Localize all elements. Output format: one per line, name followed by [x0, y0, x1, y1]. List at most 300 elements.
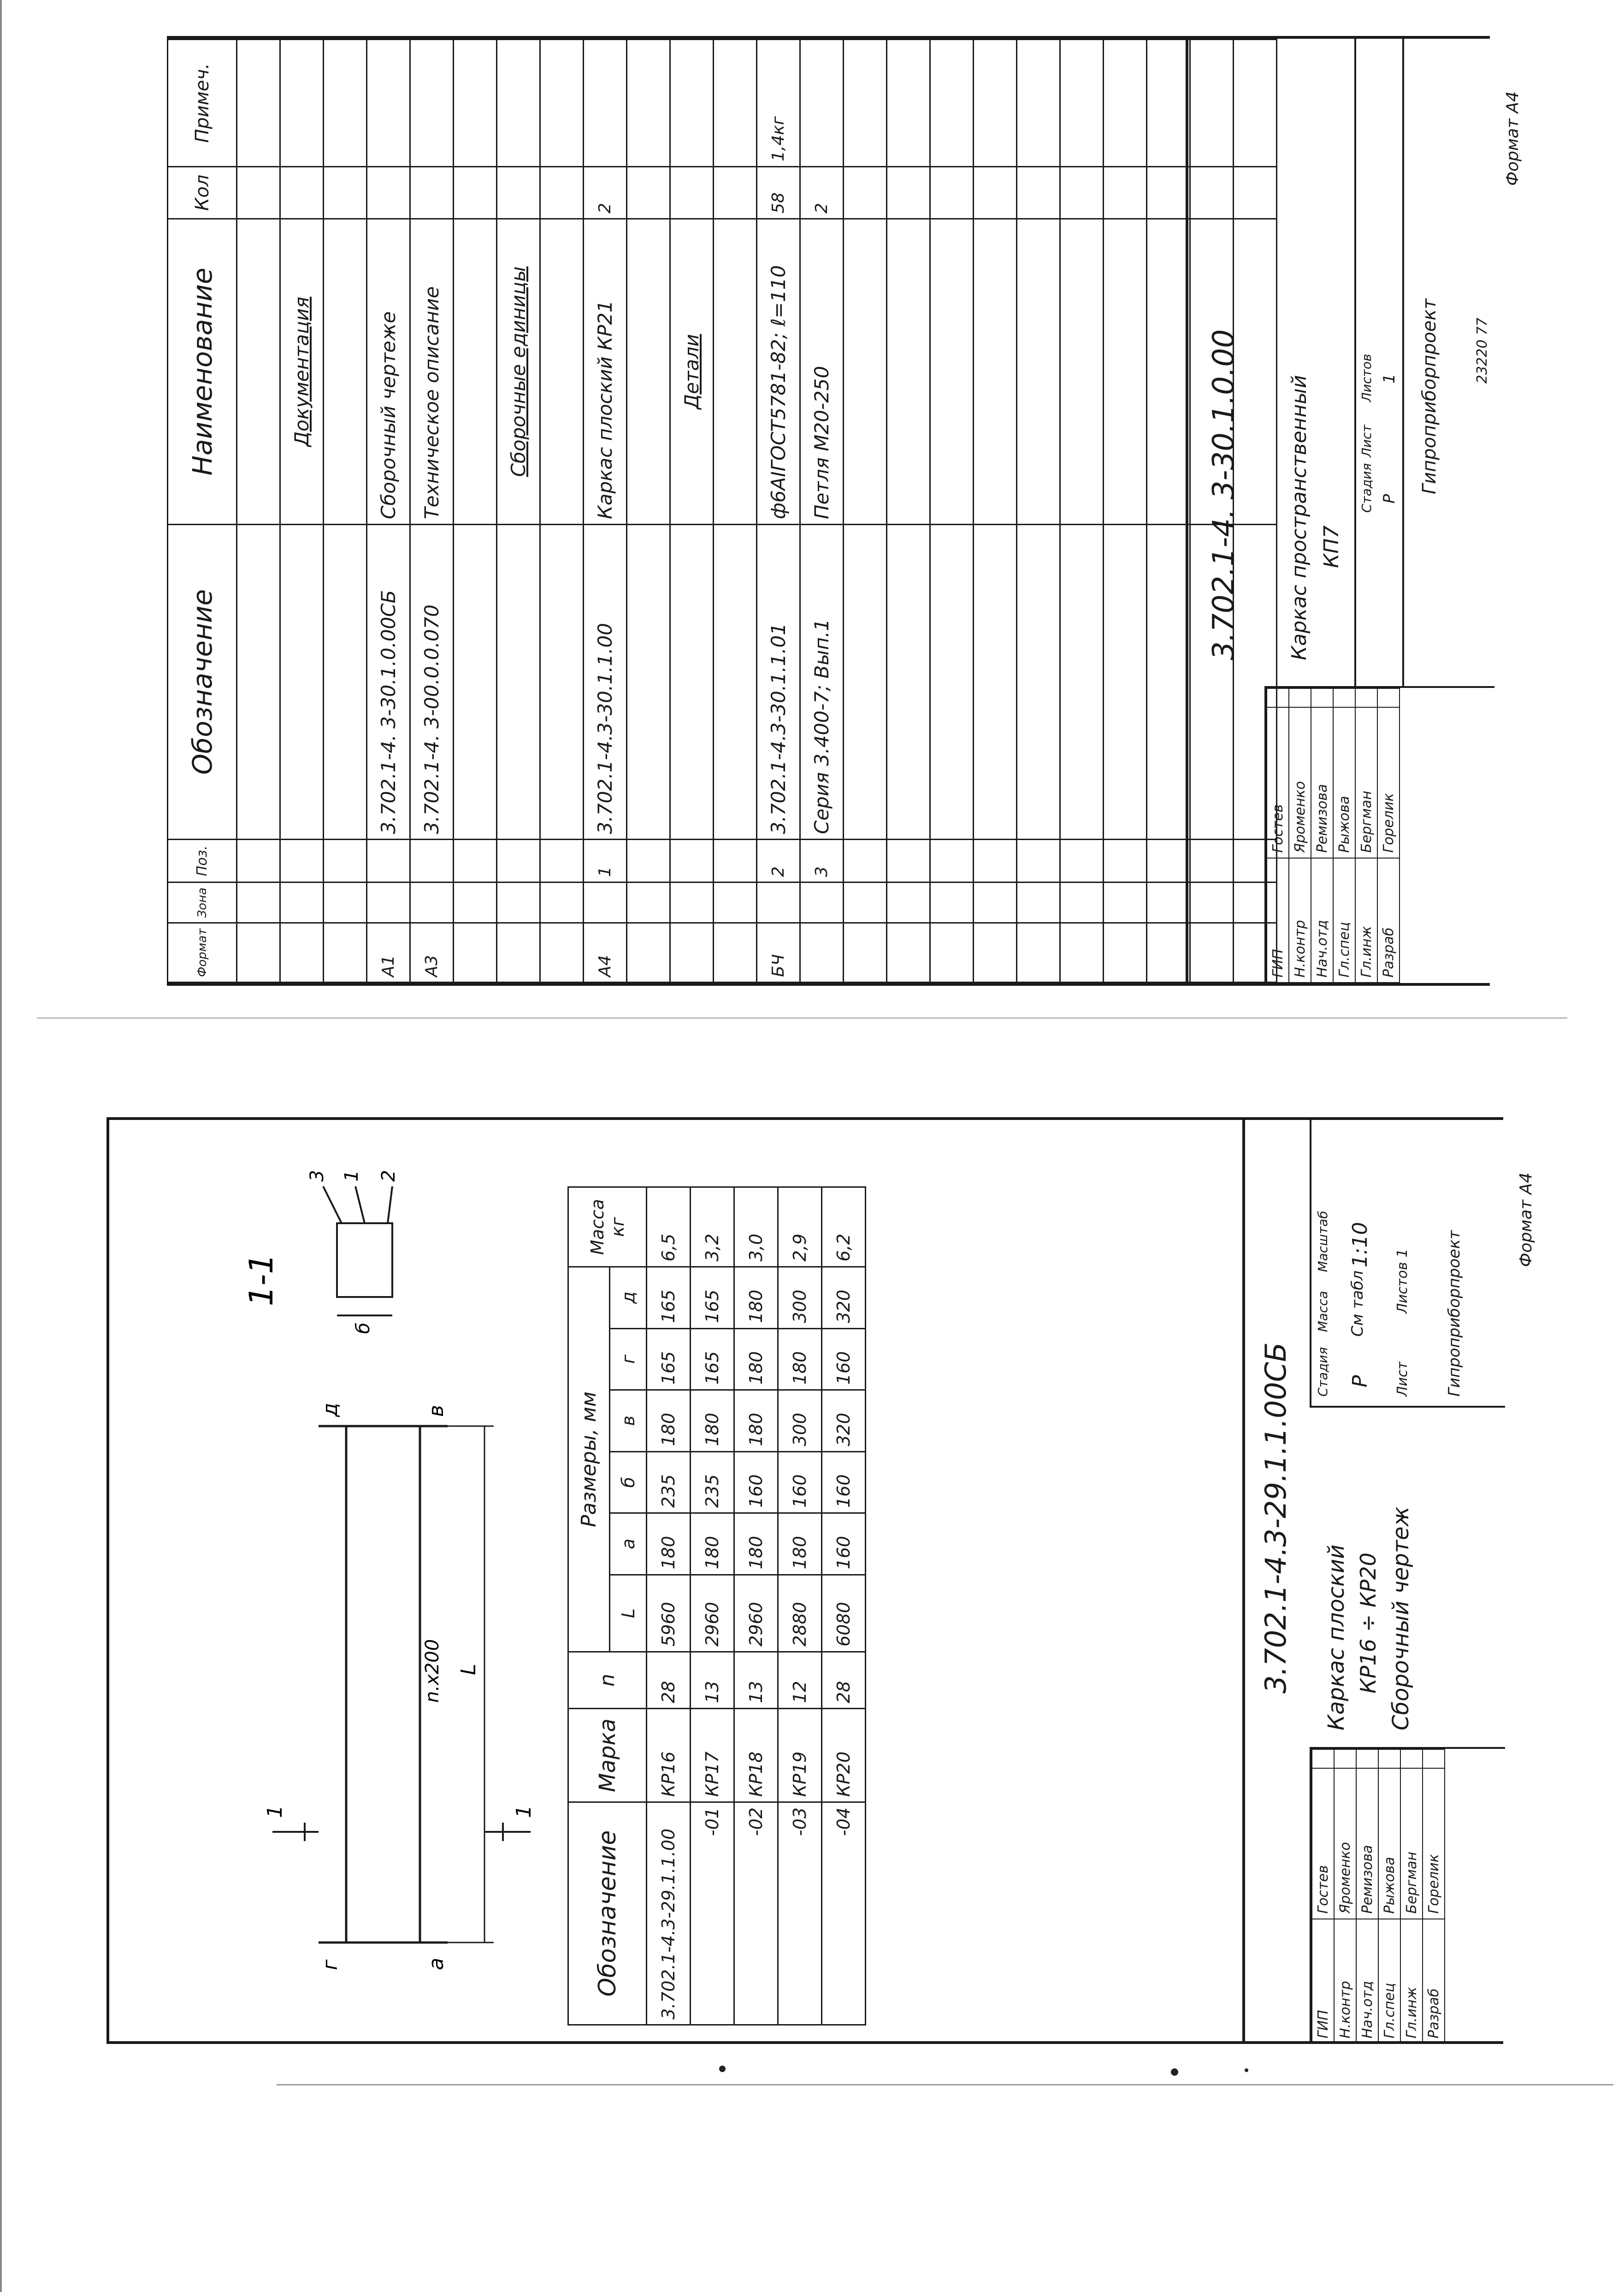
signature-role: Гл.инж [1400, 1919, 1423, 2043]
spec-cell-zone [844, 882, 887, 923]
dim-cell-d: 320 [822, 1267, 866, 1329]
signature-row [1267, 688, 1289, 983]
col-designation: Обозначение [168, 524, 237, 839]
dim-cell-a: 180 [691, 1513, 734, 1575]
spec-cell-designation [930, 524, 974, 839]
spec-cell-qty [1104, 166, 1147, 219]
signature-row [1423, 1749, 1445, 2043]
dim-cell-L: 6080 [822, 1575, 866, 1652]
spec-cell-pos [930, 839, 974, 882]
spec-cell-name [627, 219, 670, 524]
dim-row [822, 1187, 866, 2025]
dim-cell-L: 2880 [778, 1575, 822, 1652]
spec-cell-note [800, 40, 844, 167]
drawing-stage-label: Стадия [1315, 1347, 1330, 1397]
signature-blank [1311, 688, 1333, 707]
drawing-mass-label: Масса [1315, 1291, 1330, 1332]
spec-sheets-value: 1 [1380, 373, 1399, 384]
signature-role: Гл.спец [1378, 1919, 1400, 2043]
signature-name: Горелик [1423, 1768, 1445, 1919]
spec-cell-pos [367, 839, 410, 882]
spec-cell-note [844, 40, 887, 167]
dim-L: L [457, 1664, 480, 1675]
signature-name: Гостев [1312, 1768, 1334, 1919]
spec-cell-pos [887, 839, 930, 882]
spec-row [454, 40, 497, 983]
dim-cell-b: 235 [691, 1451, 734, 1513]
dim-cell-mass: 6,2 [822, 1187, 866, 1267]
signature-blank [1378, 1749, 1400, 1768]
spec-cell-pos [237, 839, 280, 882]
signature-name: Рыжова [1333, 707, 1355, 858]
drawing-stage-value: Р [1348, 1375, 1372, 1387]
dim-cell-mark: КР19 [778, 1709, 822, 1802]
signature-name: Ремизова [1311, 707, 1333, 858]
spec-cell-designation [1017, 524, 1060, 839]
dim-cell-designation: -02 [734, 1802, 778, 2025]
dim-cell-mark: КР17 [691, 1709, 734, 1802]
spec-cell-qty [670, 166, 714, 219]
spec-title-code: 3.702.1-4. 3-30.1.0.00 [1207, 329, 1241, 660]
spec-cell-zone [757, 882, 800, 923]
dim-g: г [319, 1959, 342, 1970]
dim-cell-n: 13 [691, 1652, 734, 1709]
spec-cell-designation [887, 524, 930, 839]
dim-col-n: n [568, 1652, 647, 1709]
drawing-title-line2: КР16 ÷ КР20 [1356, 1552, 1381, 1694]
dim-cell-g: 180 [778, 1328, 822, 1390]
signature-row [1334, 1749, 1356, 2043]
spec-row [1147, 40, 1190, 983]
spec-cell-name [974, 219, 1017, 524]
spec-row [1104, 40, 1147, 983]
spec-cell-format [974, 923, 1017, 983]
spec-cell-qty [1060, 166, 1104, 219]
drawing-title-line3: Сборочный чертеж [1388, 1506, 1414, 1730]
spec-cell-designation: 3.702.1-4. 3-00.0.0.070 [410, 524, 454, 839]
spec-cell-qty [454, 166, 497, 219]
spec-cell-note [280, 40, 324, 167]
signature-blank [1400, 1749, 1423, 1768]
signature-row [1400, 1749, 1423, 2043]
signature-row [1356, 1749, 1378, 2043]
dim-cell-L: 5960 [647, 1575, 691, 1652]
spec-cell-qty [367, 166, 410, 219]
cut-label-bottom: 1 [512, 1805, 536, 1818]
spec-cell-note [1060, 40, 1104, 167]
dim-subcol: в [610, 1390, 647, 1452]
callout-3: 3 [307, 1170, 328, 1182]
dim-col-mass [568, 1187, 647, 1267]
spec-cell-note [1017, 40, 1060, 167]
signature-role: Гл.инж [1355, 858, 1377, 983]
dim-cell-d: 180 [734, 1267, 778, 1329]
spec-cell-pos [1147, 839, 1190, 882]
spec-cell-pos [1104, 839, 1147, 882]
dim-subcol: б [610, 1451, 647, 1513]
scan-dot [1171, 2068, 1178, 2076]
spec-cell-name: Каркас плоский КР21 [584, 219, 627, 524]
spec-row [714, 40, 757, 983]
dim-cell-v: 180 [734, 1390, 778, 1452]
dim-cell-n: 12 [778, 1652, 822, 1709]
section-title: 1-1 [242, 1253, 280, 1306]
dim-subcol: д [610, 1267, 647, 1329]
signature-role: Разраб [1377, 858, 1400, 983]
spec-cell-qty [237, 166, 280, 219]
spec-cell-qty [714, 166, 757, 219]
signature-name: Яроменко [1334, 1768, 1356, 1919]
specification-sheet [167, 36, 1522, 986]
drawing-mass-value: См табл [1348, 1270, 1367, 1337]
spec-cell-format: А4 [584, 923, 627, 983]
scan-dot [719, 2066, 726, 2072]
col-name: Наименование [168, 219, 237, 524]
signature-blank [1355, 688, 1377, 707]
spec-cell-note [237, 40, 280, 167]
spec-cell-pos: 1 [584, 839, 627, 882]
spec-cell-zone [454, 882, 497, 923]
signature-row [1377, 688, 1400, 983]
spec-cell-name: Сборочный чертеже [367, 219, 410, 524]
spec-cell-designation [497, 524, 540, 839]
spec-cell-note [584, 40, 627, 167]
signature-row [1311, 688, 1333, 983]
dim-cell-b: 160 [778, 1451, 822, 1513]
spec-signature-area [1264, 686, 1494, 983]
dim-cell-v: 300 [778, 1390, 822, 1452]
scan-line-bottom [277, 2084, 1613, 2085]
spec-row [497, 40, 540, 983]
spec-stage-value: Р [1380, 494, 1399, 503]
dim-cell-designation: 3.702.1-4.3-29.1.1.00 [647, 1802, 691, 2025]
spec-title-block [1186, 39, 1490, 983]
spec-cell-name [540, 219, 584, 524]
dim-cell-designation: -04 [822, 1802, 866, 2025]
spec-cell-name [1060, 219, 1104, 524]
spec-cell-format [844, 923, 887, 983]
drawing-signature-table [1311, 1749, 1445, 2044]
spec-row [540, 40, 584, 983]
spec-cell-zone [1060, 882, 1104, 923]
spec-cell-qty: 58 [757, 166, 800, 219]
spec-cell-designation [974, 524, 1017, 839]
spec-cell-zone [1017, 882, 1060, 923]
spec-row [844, 40, 887, 983]
spec-cell-note [887, 40, 930, 167]
spec-cell-name [237, 219, 280, 524]
dim-a: а [425, 1958, 448, 1970]
dim-cell-mass: 3,2 [691, 1187, 734, 1267]
drawing-title-code: 3.702.1-4.3-29.1.1.00СБ [1259, 1342, 1293, 1694]
spec-cell-note [1147, 40, 1190, 167]
signature-blank [1423, 1749, 1445, 1768]
drawing-org: Гипроприборпроект [1445, 1230, 1464, 1397]
signature-role: ГИП [1267, 858, 1289, 983]
spec-cell-format [1104, 923, 1147, 983]
spec-cell-note [454, 40, 497, 167]
spec-cell-designation [670, 524, 714, 839]
spec-cell-name [454, 219, 497, 524]
spec-cell-qty [1017, 166, 1060, 219]
spec-cell-format: А1 [367, 923, 410, 983]
spec-sheets-label: Листов [1359, 354, 1374, 402]
dim-cell-b: 235 [647, 1451, 691, 1513]
callout-2: 2 [378, 1170, 399, 1182]
dim-col-designation: Обозначение [568, 1802, 647, 2025]
spec-cell-zone [800, 882, 844, 923]
signature-role: ГИП [1312, 1919, 1334, 2043]
signature-role: Гл.спец [1333, 858, 1355, 983]
spec-cell-zone [584, 882, 627, 923]
spec-row [324, 40, 367, 983]
spec-cell-name [1017, 219, 1060, 524]
signature-row [1378, 1749, 1400, 2043]
spec-title-line2: КП7 [1320, 525, 1343, 568]
section-1-1 [217, 1149, 540, 1343]
signature-role: Нач.отд [1311, 858, 1333, 983]
spec-cell-note [367, 40, 410, 167]
dim-cell-d: 165 [647, 1267, 691, 1329]
spec-cell-format [280, 923, 324, 983]
dim-cell-n: 28 [822, 1652, 866, 1709]
spec-cell-name: Техническое описание [410, 219, 454, 524]
signature-blank [1377, 688, 1400, 707]
spec-cell-qty: 2 [584, 166, 627, 219]
drawing-signature-area [1310, 1747, 1505, 2044]
spec-cell-format [540, 923, 584, 983]
dim-cell-b: 160 [822, 1451, 866, 1513]
spec-cell-name: Документация [280, 219, 324, 524]
dim-cell-a: 180 [778, 1513, 822, 1575]
spec-cell-designation [324, 524, 367, 839]
spec-cell-zone [714, 882, 757, 923]
signature-row [1333, 688, 1355, 983]
spec-cell-format [800, 923, 844, 983]
signature-name: Бергман [1400, 1768, 1423, 1919]
spec-cell-name [324, 219, 367, 524]
spec-sheet-label: Лист [1359, 425, 1374, 457]
col-note: Примеч. [168, 40, 237, 167]
spec-cell-name: Сборочные единицы [497, 219, 540, 524]
signature-name: Яроменко [1289, 707, 1311, 858]
spec-row [1017, 40, 1060, 983]
dim-cell-g: 160 [822, 1328, 866, 1390]
spec-cell-zone [1104, 882, 1147, 923]
dim-d: д [319, 1403, 342, 1417]
spec-cell-zone [930, 882, 974, 923]
spec-cell-qty [887, 166, 930, 219]
spec-cell-zone [1147, 882, 1190, 923]
dim-cell-mass: 6,5 [647, 1187, 691, 1267]
spec-cell-qty [930, 166, 974, 219]
spec-stamp: 23220 77 [1474, 317, 1490, 384]
spec-cell-name: ф6АIГОСТ5781-82; ℓ=110 [757, 219, 800, 524]
dim-cell-L: 2960 [734, 1575, 778, 1652]
drawing-title-line1: Каркас плоский [1323, 1544, 1349, 1730]
spec-cell-pos: 3 [800, 839, 844, 882]
dim-subcol: а [610, 1513, 647, 1575]
col-format: Формат [168, 923, 237, 983]
signature-blank [1334, 1749, 1356, 1768]
frame-drawing [226, 1380, 549, 2025]
dim-cell-designation: -01 [691, 1802, 734, 2025]
spec-cell-name [930, 219, 974, 524]
spec-row [627, 40, 670, 983]
col-pos: Поз. [168, 839, 237, 882]
spec-cell-pos [410, 839, 454, 882]
dim-cell-mark: КР16 [647, 1709, 691, 1802]
spec-cell-pos [1060, 839, 1104, 882]
spec-cell-designation: Серия 3.400-7; Вып.1 [800, 524, 844, 839]
spec-cell-qty [844, 166, 887, 219]
spec-stage-label: Стадия [1359, 463, 1374, 513]
spec-cell-pos [670, 839, 714, 882]
signature-blank [1333, 688, 1355, 707]
callout-1: 1 [341, 1170, 362, 1182]
signature-name: Гостев [1267, 707, 1289, 858]
spec-stage-box [1354, 39, 1404, 688]
dim-cell-L: 2960 [691, 1575, 734, 1652]
col-zone: Зона [168, 882, 237, 923]
spec-cell-qty: 2 [800, 166, 844, 219]
spec-cell-designation [1104, 524, 1147, 839]
dim-cell-n: 28 [647, 1652, 691, 1709]
dim-cell-g: 165 [647, 1328, 691, 1390]
dim-cell-d: 300 [778, 1267, 822, 1329]
dim-col-mark: Марка [568, 1709, 647, 1802]
spec-format-label: Формат А4 [1503, 91, 1522, 186]
spec-row [367, 40, 410, 983]
drawing-stage-box [1310, 1117, 1505, 1408]
dim-cell-v: 180 [691, 1390, 734, 1452]
spec-cell-format [1017, 923, 1060, 983]
spec-cell-format [497, 923, 540, 983]
spec-row [800, 40, 844, 983]
spec-cell-qty [1147, 166, 1190, 219]
spec-cell-note [410, 40, 454, 167]
spec-cell-designation [844, 524, 887, 839]
spec-cell-pos [497, 839, 540, 882]
spec-cell-qty [627, 166, 670, 219]
spec-cell-format [930, 923, 974, 983]
spec-cell-note [974, 40, 1017, 167]
spec-cell-format [454, 923, 497, 983]
spec-signature-table [1266, 688, 1400, 983]
spec-cell-zone [887, 882, 930, 923]
spec-cell-pos [974, 839, 1017, 882]
spec-cell-format [1060, 923, 1104, 983]
dim-cell-v: 320 [822, 1390, 866, 1452]
signature-name: Бергман [1355, 707, 1377, 858]
spec-cell-name: Петля М20-250 [800, 219, 844, 524]
spec-cell-format [714, 923, 757, 983]
spec-row [974, 40, 1017, 983]
spec-cell-qty [410, 166, 454, 219]
spec-cell-pos [844, 839, 887, 882]
spec-cell-note: 1,4кг [757, 40, 800, 167]
spec-cell-designation [280, 524, 324, 839]
spec-cell-zone [540, 882, 584, 923]
dim-cell-mass: 2,9 [778, 1187, 822, 1267]
cut-label-top: 1 [263, 1805, 287, 1818]
dim-subcol: г [610, 1328, 647, 1390]
spec-cell-designation [714, 524, 757, 839]
signature-row [1289, 688, 1311, 983]
spec-cell-zone [497, 882, 540, 923]
spec-cell-note [1104, 40, 1147, 167]
signature-blank [1356, 1749, 1378, 1768]
spec-cell-note [930, 40, 974, 167]
spec-cell-pos: 2 [757, 839, 800, 882]
dim-subcol: L [610, 1575, 647, 1652]
spec-cell-name: Детали [670, 219, 714, 524]
dim-cell-a: 180 [734, 1513, 778, 1575]
spec-cell-qty [324, 166, 367, 219]
drawing-title-block [1242, 1117, 1503, 2044]
spec-row [280, 40, 324, 983]
scan-line-top [37, 1018, 1567, 1019]
spec-cell-format [887, 923, 930, 983]
dim-cell-a: 160 [822, 1513, 866, 1575]
spec-cell-zone [627, 882, 670, 923]
dim-v: в [425, 1405, 448, 1417]
spec-cell-note [324, 40, 367, 167]
signature-role: Н.контр [1334, 1919, 1356, 2043]
signature-name: Горелик [1377, 707, 1400, 858]
spec-org: Гипроприборпроект [1419, 298, 1440, 494]
spec-cell-zone [670, 882, 714, 923]
scan-line-divider [0, 0, 2, 2292]
spec-cell-pos [714, 839, 757, 882]
spec-cell-zone [237, 882, 280, 923]
signature-role: Разраб [1423, 1919, 1445, 2043]
spec-row [757, 40, 800, 983]
dim-spacing: n.x200 [422, 1639, 443, 1703]
spec-cell-note [714, 40, 757, 167]
dim-cell-b: 160 [734, 1451, 778, 1513]
spec-cell-note [497, 40, 540, 167]
spec-cell-pos [1017, 839, 1060, 882]
dim-col-sizes: Размеры, мм [568, 1267, 610, 1652]
col-qty: Кол [168, 166, 237, 219]
spec-cell-format: А3 [410, 923, 454, 983]
drawing-sheet-label: Лист [1394, 1361, 1411, 1397]
spec-cell-designation: 3.702.1-4.3-30.1.1.00 [584, 524, 627, 839]
dim-cell-g: 165 [691, 1328, 734, 1390]
spec-cell-designation [1060, 524, 1104, 839]
spec-cell-designation [1147, 524, 1190, 839]
spec-cell-qty [497, 166, 540, 219]
spec-row [584, 40, 627, 983]
spec-cell-format: БЧ [757, 923, 800, 983]
dim-row [734, 1187, 778, 2025]
dim-cell-v: 180 [647, 1390, 691, 1452]
spec-cell-name [844, 219, 887, 524]
spec-cell-pos [324, 839, 367, 882]
dimensions-table [567, 1186, 866, 2025]
spec-cell-designation [540, 524, 584, 839]
spec-row [887, 40, 930, 983]
spec-cell-zone [324, 882, 367, 923]
signature-name: Рыжова [1378, 1768, 1400, 1919]
spec-cell-note [540, 40, 584, 167]
dim-cell-mark: КР18 [734, 1709, 778, 1802]
scan-dot [1245, 2068, 1248, 2072]
signature-row [1355, 688, 1377, 983]
dim-cell-d: 165 [691, 1267, 734, 1329]
spec-cell-format [324, 923, 367, 983]
